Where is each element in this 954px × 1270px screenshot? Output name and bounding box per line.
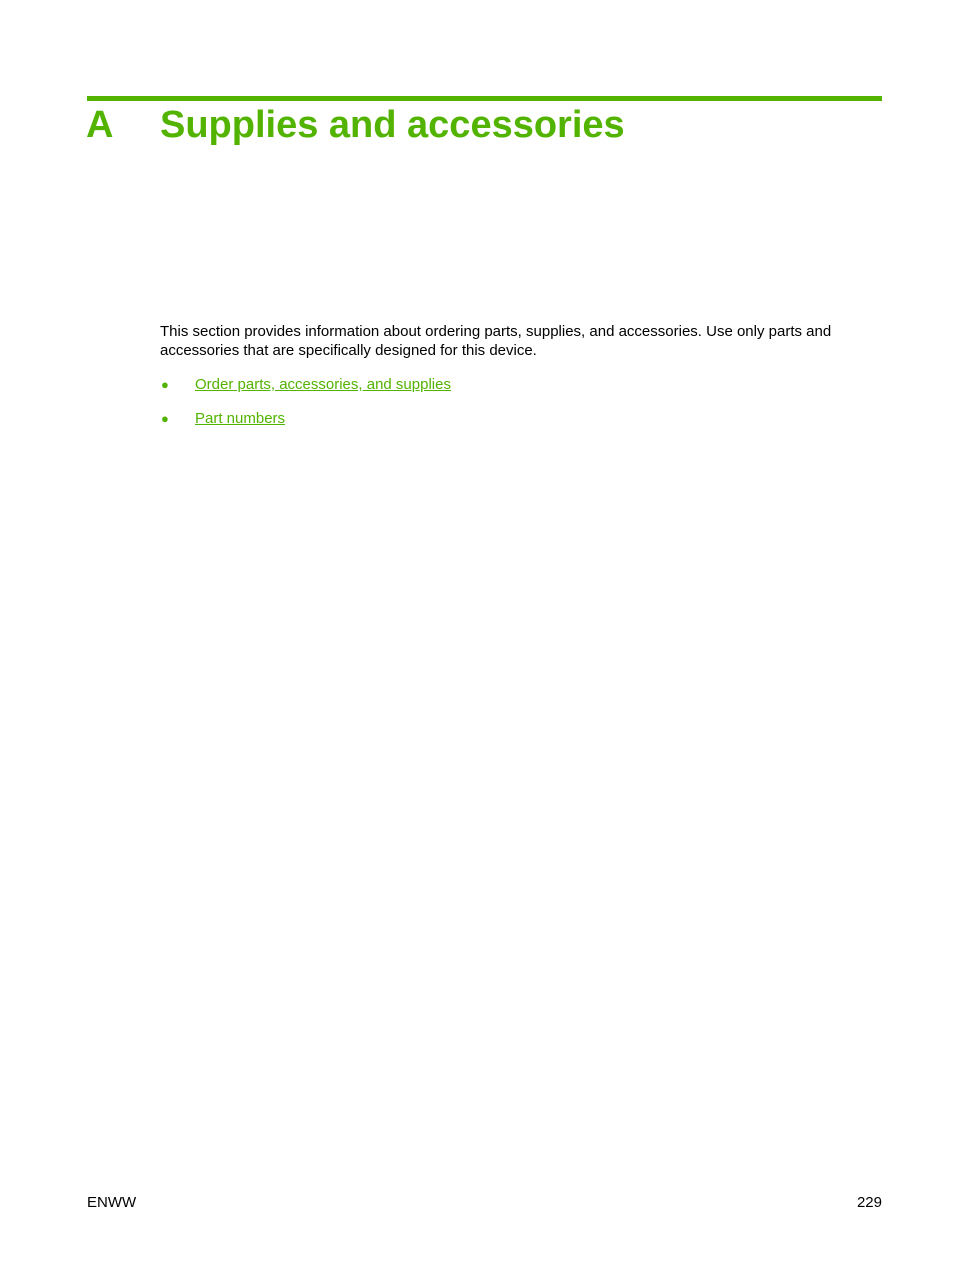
chapter-letter: A: [86, 104, 114, 146]
intro-paragraph: This section provides information about ordering parts, supplies, and accessories. Use only parts and accessories that are specifically designed for this device.: [160, 323, 832, 359]
link-order-parts[interactable]: Order parts, accessories, and supplies: [195, 376, 451, 393]
bullet-icon: ●: [161, 377, 169, 392]
footer-label: ENWW: [87, 1194, 137, 1211]
page-number: 229: [856, 1194, 882, 1211]
list-item: [160, 375, 451, 409]
bullet-icon: ●: [161, 411, 169, 426]
list-item: [160, 409, 451, 443]
section-link-list: [160, 375, 451, 443]
chapter-title: Supplies and accessories: [160, 104, 625, 146]
link-part-numbers[interactable]: Part numbers: [195, 410, 286, 427]
